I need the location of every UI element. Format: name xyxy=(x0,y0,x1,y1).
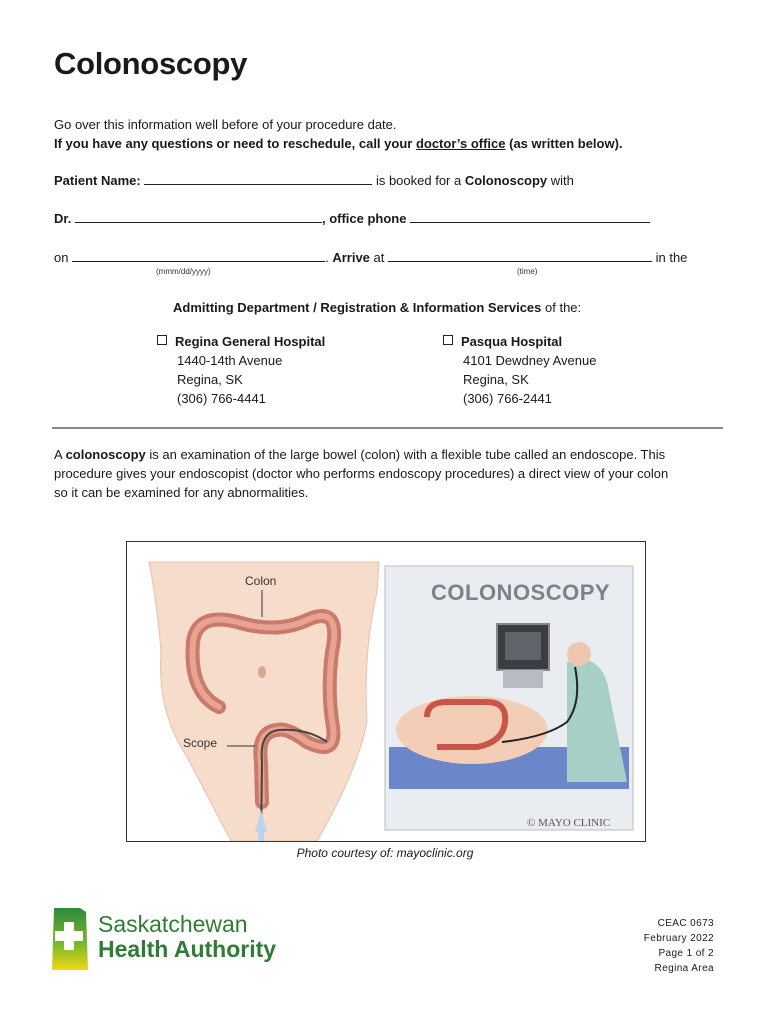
date-hint: (mmm/dd/yyyy) xyxy=(156,267,211,276)
colonoscopy-illustration xyxy=(126,541,646,842)
hospital-name: Regina General Hospital xyxy=(175,334,326,349)
date-row: on . Arrive at in the xyxy=(54,250,688,265)
description-line-3: so it can be examined for any abnormalities. xyxy=(54,485,309,500)
admitting-heading-tail: of the: xyxy=(541,300,582,315)
logo-line-1: Saskatchewan xyxy=(98,911,248,937)
hospital-address: 4101 Dewdney Avenue xyxy=(463,353,597,368)
figure-heading: COLONOSCOPY xyxy=(431,580,611,605)
sha-logo-mark xyxy=(50,906,90,972)
booked-text: is booked for a xyxy=(372,173,465,188)
patient-name-label: Patient Name: xyxy=(54,173,141,188)
checkbox-pasqua[interactable] xyxy=(443,335,453,345)
intro-line-1: Go over this information well before of your procedure date. xyxy=(54,117,397,132)
logo-line-2: Health Authority xyxy=(98,936,277,962)
hospital-option-pasqua[interactable] xyxy=(443,332,596,408)
admitting-heading-bold: Admitting Department / Registration & Information Services xyxy=(173,300,542,315)
patient-row xyxy=(54,171,574,190)
patient-name-field[interactable] xyxy=(144,172,372,185)
description-line-1-rest: is an examination of the large bowel (colon) with a flexible tube called an endoscope. This xyxy=(145,447,666,462)
form-date: February 2022 xyxy=(643,933,714,944)
doctor-name-field[interactable] xyxy=(75,210,322,223)
in-the-text: in the xyxy=(651,250,688,265)
office-phone-label: , office phone xyxy=(321,211,407,226)
hospital-city: Regina, SK xyxy=(177,372,243,387)
page-title: Colonoscopy xyxy=(54,46,248,81)
description-a: A xyxy=(54,447,66,462)
hospital-phone: (306) 766-4441 xyxy=(177,391,266,406)
patient-body xyxy=(396,696,548,764)
at-text: at xyxy=(369,250,388,265)
section-divider xyxy=(52,427,723,429)
procedure-name: Colonoscopy xyxy=(464,173,548,188)
time-field[interactable] xyxy=(388,249,652,262)
description-line-2: procedure gives your endoscopist (doctor who performs endoscopy procedures) a direct view of your colon xyxy=(54,466,669,481)
arrive-label: Arrive xyxy=(332,250,370,265)
scope-label: Scope xyxy=(183,736,218,750)
footer-meta xyxy=(644,916,714,976)
hospital-phone: (306) 766-2441 xyxy=(463,391,552,406)
on-label: on xyxy=(54,250,69,265)
hospital-name: Pasqua Hospital xyxy=(461,334,563,349)
intro-line-2-pre: If you have any questions or need to reschedule, call your xyxy=(54,136,416,151)
hospital-city: Regina, SK xyxy=(463,372,529,387)
with-text: with xyxy=(547,173,574,188)
doctor-label: Dr. xyxy=(54,211,72,226)
doctors-office-text: doctor’s office xyxy=(415,136,506,151)
navel xyxy=(258,666,266,678)
sha-logo-icon xyxy=(50,906,90,972)
date-field[interactable] xyxy=(72,249,325,262)
hospital-address: 1440-14th Avenue xyxy=(177,353,283,368)
checkbox-regina-general[interactable] xyxy=(157,335,167,345)
hospital-option-regina-general[interactable] xyxy=(157,332,325,408)
intro-line-2-post: (as written below). xyxy=(505,136,623,151)
time-hint: (time) xyxy=(517,267,538,276)
figure-caption: Photo courtesy of: mayoclinic.org xyxy=(296,846,474,860)
doctor-row xyxy=(54,209,650,228)
region: Regina Area xyxy=(654,963,714,974)
description-term: colonoscopy xyxy=(65,447,146,462)
office-phone-field[interactable] xyxy=(410,210,650,223)
figure-copyright: © MAYO CLINIC xyxy=(527,817,611,829)
admitting-heading xyxy=(173,298,581,317)
form-code: CEAC 0673 xyxy=(657,918,714,929)
description-line-1 xyxy=(54,445,665,464)
page-number: Page 1 of 2 xyxy=(658,948,714,959)
colon-label: Colon xyxy=(245,574,277,588)
intro-line-2 xyxy=(54,134,623,153)
